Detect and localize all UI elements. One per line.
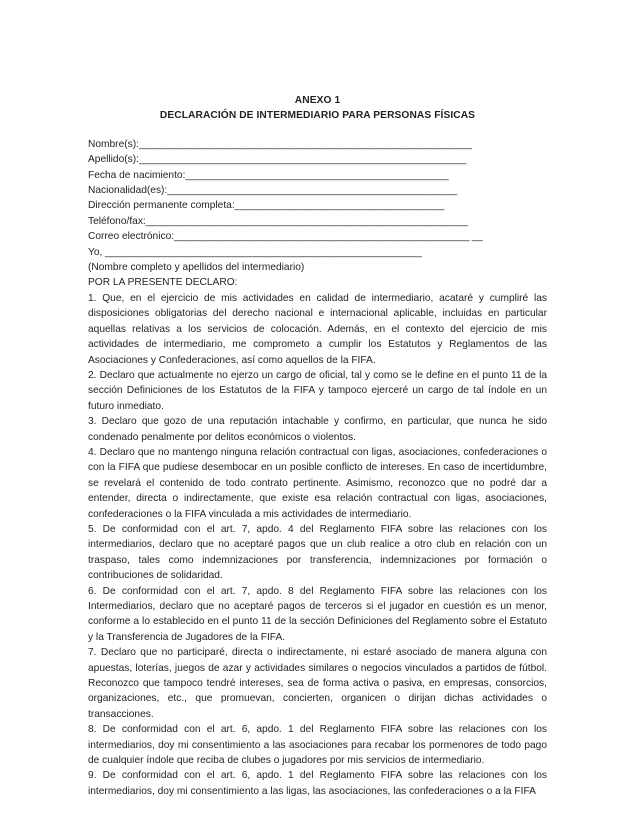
clause-5: 5. De conformidad con el art. 7, apdo. 4 del Reglamento FIFA sobre las relaciones con los intermediarios, declaro que no aceptaré pagos que un club realice a otro club en relación con un traspaso, tales como indemnizaciones por transferencia, indemnizaciones por formación o contribuciones de solidaridad. <box>88 523 547 582</box>
form-field-correo-electronico-fill: _______________________________________________________ __ <box>174 231 483 243</box>
form-field-fecha-nacimiento-label: Fecha de nacimiento: <box>88 169 186 181</box>
declaration-heading: POR LA PRESENTE DECLARO: <box>88 277 238 289</box>
form-field-telefono-fax-fill: ____________________________________________________________ <box>145 215 468 227</box>
form-field-nacionalidad[interactable] <box>88 183 547 198</box>
form-field-correo-electronico-label: Correo electrónico: <box>88 231 175 243</box>
clause-7: 7. Declaro que no participaré, directa o indirectamente, ni estaré asociado de manera alguna con apuestas, loterías, juegos de azar y actividades similares o negocios vinculados a partidos de fútbol. Reconozco que tampoco tendré intereses, sea de forma activa o pasiva, en empresas, consorcios, organizaciones, etc., que promuevan, concierten, organicen o dirijan dichas actividades o transacciones. <box>88 647 547 720</box>
form-field-fecha-nacimiento-fill: _________________________________________________ <box>185 169 449 181</box>
form-field-apellido-fill: _____________________________________________________________ <box>138 154 467 166</box>
clause-1: 1. Que, en el ejercicio de mis actividades en calidad de intermediario, acataré y cumpliré las disposiciones obligatorias del derecho nacional e internacional aplicable, incluidas en particular aquellas relativas a los servicios de colocación. Además, en el contexto del ejercicio de mis actividades de intermediario, me comprometo a cumplir los Estatutos y Reglamentos de las Asociaciones y Confederaciones, así como aquellos de la FIFA. <box>88 292 547 366</box>
form-field-yo-fill: ___________________________________________________________ <box>102 246 422 258</box>
clause-9: 9. De conformidad con el art. 6, apdo. 1 del Reglamento FIFA sobre las relaciones con los intermediarios, doy mi consentimiento a las ligas, las asociaciones, las confederaciones o a la FIFA <box>88 770 547 797</box>
clause-8: 8. De conformidad con el art. 6, apdo. 1 del Reglamento FIFA sobre las relaciones con los intermediarios, doy mi consentimiento a las asociaciones para recabar los pormenores de todo pago de cualquier índole que reciba de clubes o jugadores por mis servicios de intermediario. <box>88 724 547 767</box>
document-content <box>88 93 547 799</box>
title-spacer <box>88 124 547 137</box>
signature-hint: (Nombre completo y apellidos del intermediario) <box>88 262 305 274</box>
form-field-nombre-fill: ______________________________________________________________ <box>138 138 472 150</box>
form-field-nombre-label: Nombre(s): <box>88 138 139 150</box>
form-field-direccion-fill: _______________________________________ <box>234 200 444 212</box>
form-field-apellido-label: Apellido(s): <box>88 154 139 166</box>
form-field-yo-label: Yo, <box>88 246 103 258</box>
form-field-direccion[interactable] <box>88 198 547 213</box>
form-field-direccion-label: Dirección permanente completa: <box>88 200 235 212</box>
form-field-telefono-fax-label: Teléfono/fax: <box>88 215 146 227</box>
form-field-nacionalidad-fill: ______________________________________________________ <box>167 185 458 197</box>
page-title: ANEXO 1 <box>294 95 341 106</box>
form-field-correo-electronico[interactable] <box>88 229 547 244</box>
clause-2: 2. Declaro que actualmente no ejerzo un cargo de oficial, tal y como se le define en el punto 11 de la sección Definiciones de los Estatutos de la FIFA y tampoco ejerceré un cargo de tal índole en un futuro inmediato. <box>88 369 547 412</box>
clause-4: 4. Declaro que no mantengo ninguna relación contractual con ligas, asociaciones, confederaciones o con la FIFA que pudiese desembocar en un posible conflicto de intereses. En caso de incertidumbre, se revelará el contenido de todo contrato pertinente. Asimismo, reconozco que no podré dar a entender, directa o indirectamente, que existe esa relación contractual con ligas, asociaciones, confederaciones o la FIFA vinculada a mis actividades de intermediario. <box>88 446 547 520</box>
form-field-nombre[interactable] <box>88 137 547 152</box>
clause-6: 6. De conformidad con el art. 7, apdo. 8 del Reglamento FIFA sobre las relaciones con los Intermediarios, declaro que no aceptaré pagos de terceros si el jugador en cuestión es un menor, conforme a lo establecido en el punto 11 de la sección Definiciones del Reglamento sobre el Estatuto y la Transferencia de Jugadores de la FIFA. <box>88 585 547 643</box>
form-field-nacionalidad-label: Nacionalidad(es): <box>88 185 168 197</box>
form-field-fecha-nacimiento[interactable] <box>88 168 547 183</box>
form-field-apellido[interactable] <box>88 152 547 167</box>
form-field-telefono-fax[interactable] <box>88 214 547 229</box>
form-field-yo[interactable] <box>88 245 547 260</box>
page-subtitle: DECLARACIÓN DE INTERMEDIARIO PARA PERSONAS FÍSICAS <box>159 110 476 122</box>
clause-3: 3. Declaro que gozo de una reputación intachable y confirmo, en particular, que nunca he sido condenado penalmente por delitos económicos o violentos. <box>88 416 547 443</box>
